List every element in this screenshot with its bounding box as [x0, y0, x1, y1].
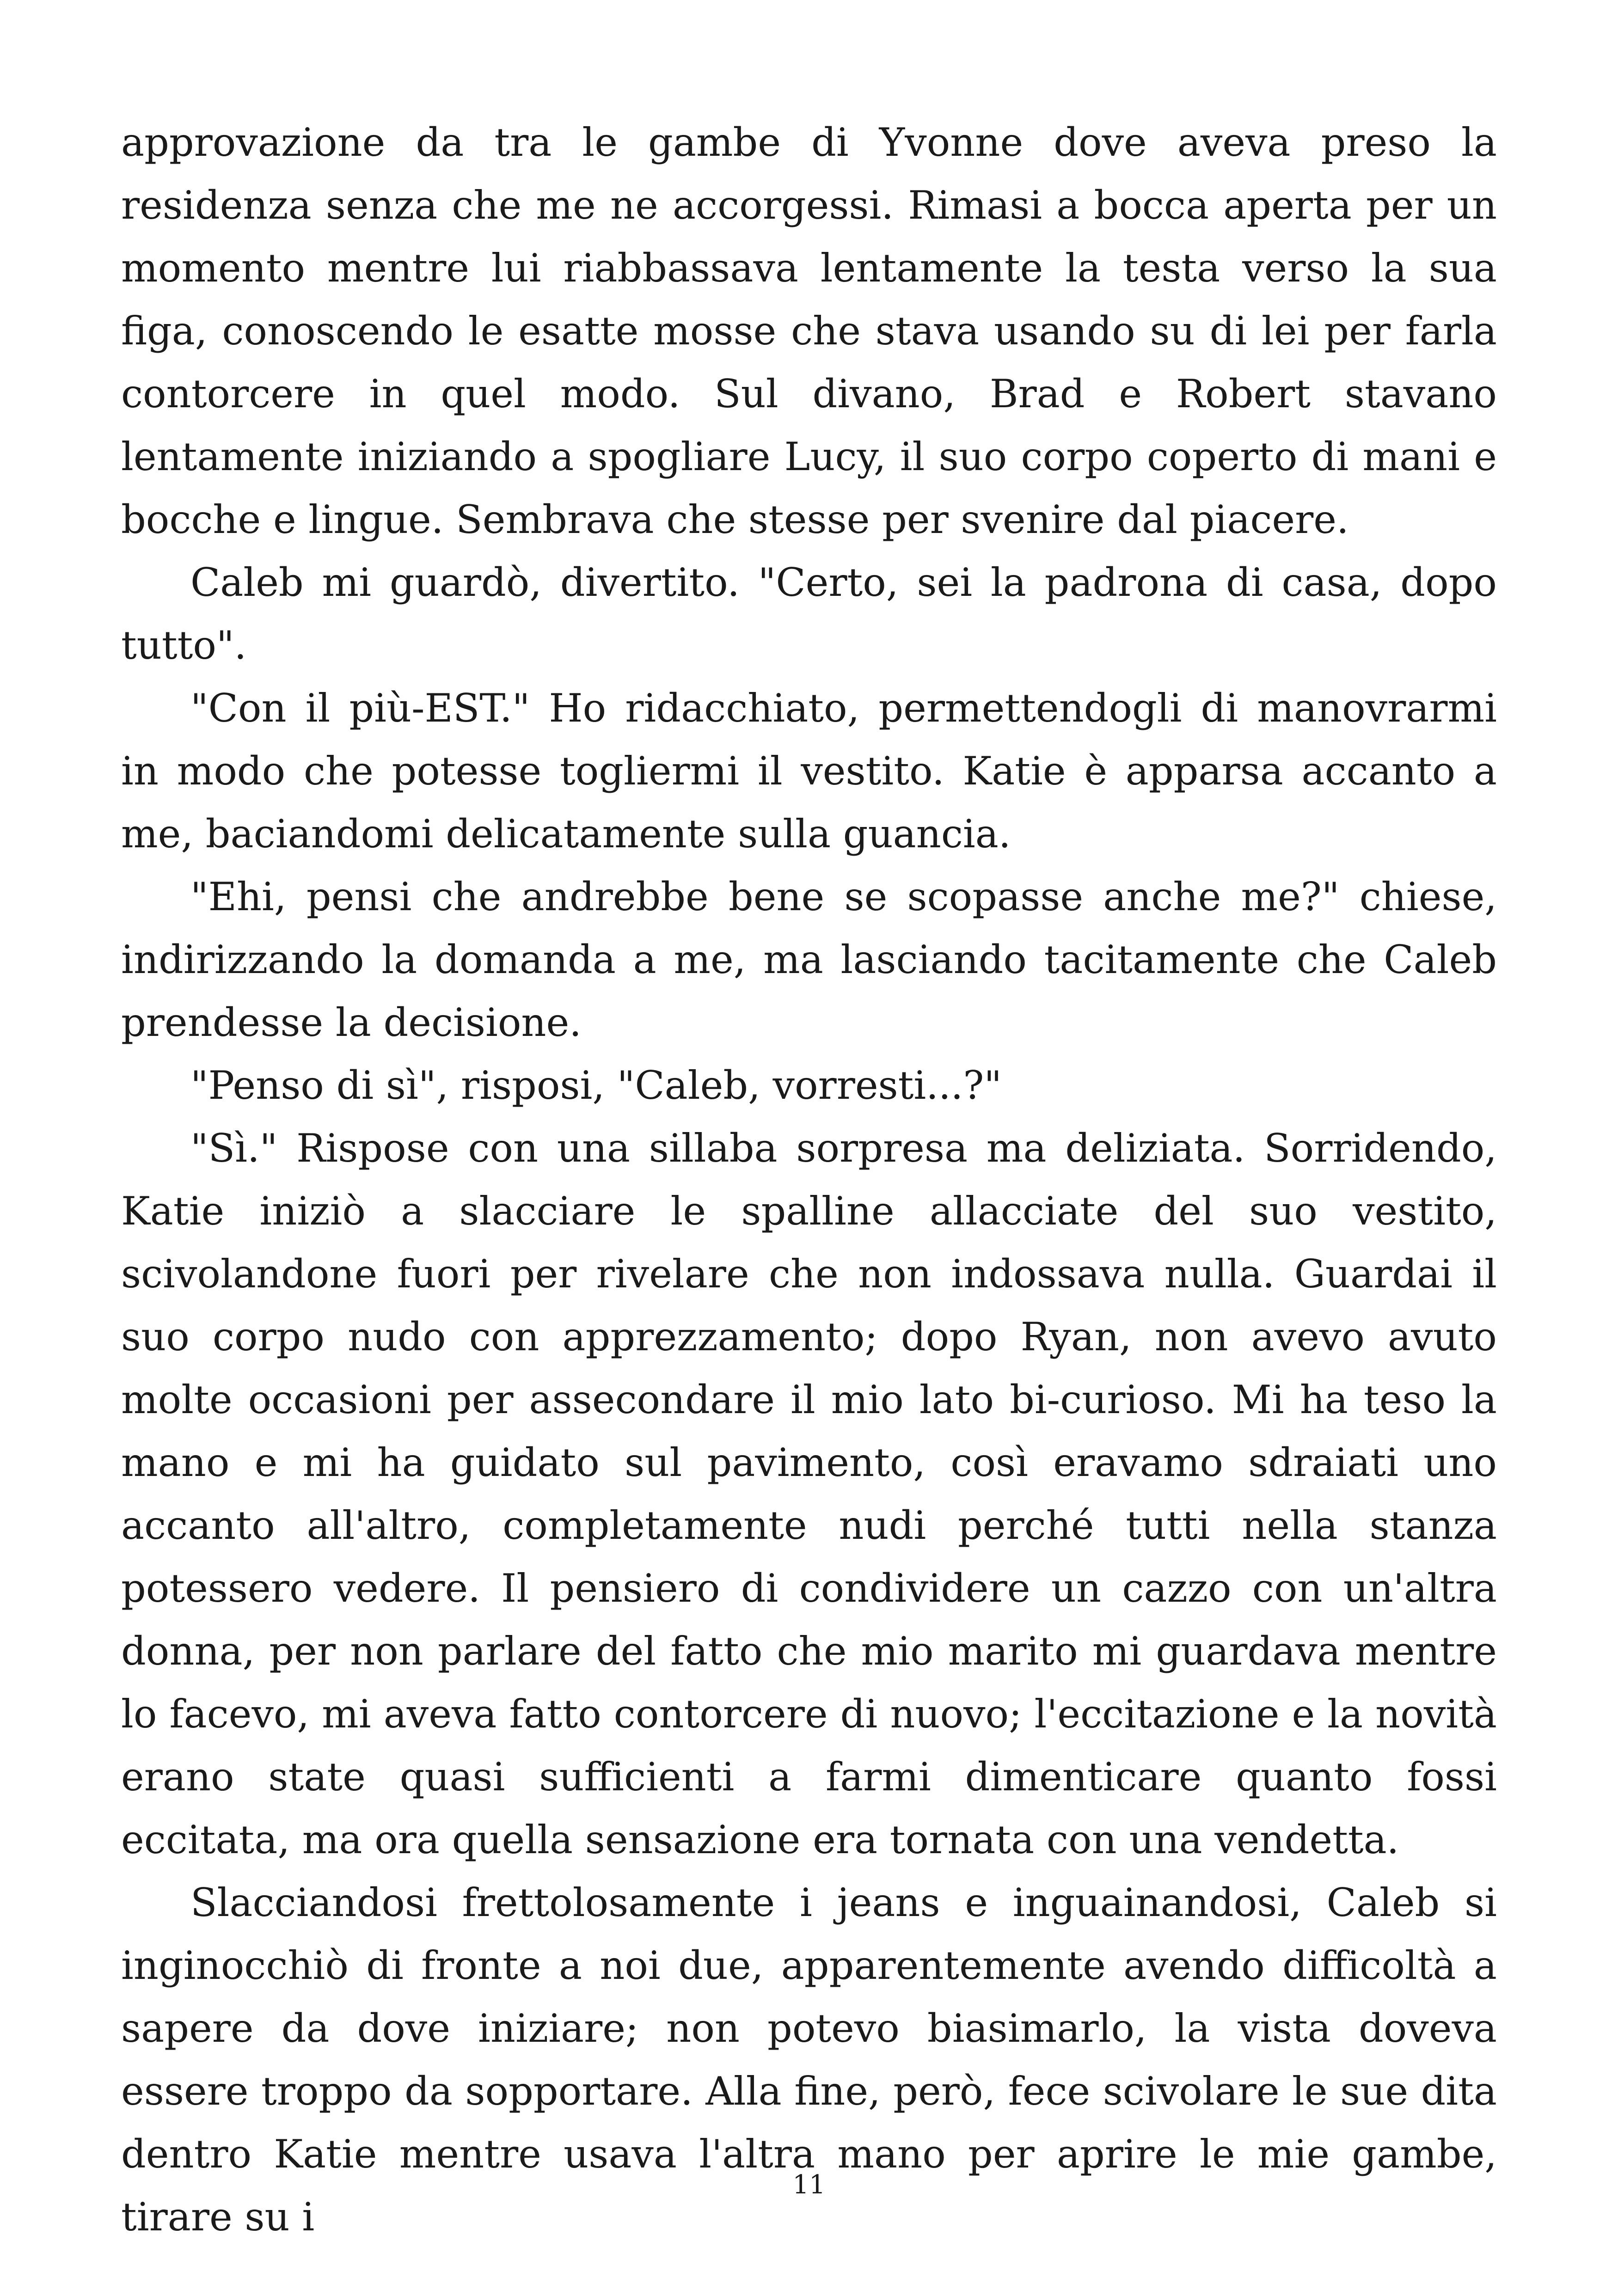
paragraph-7: Slacciandosi frettolosamente i jeans e inguainandosi, Caleb si inginocchiò di fronte a noi due, apparentemente avendo difficoltà a sapere da dove iniziare; non potevo biasimarlo, la vista doveva essere troppo da sopportare. Alla fine, però, fece scivolare le sue dita dentro Katie mentre usava l'altra mano per aprire le mie gambe, tirare su i	[121, 1880, 1497, 2240]
paragraph-3: "Con il più-EST." Ho ridacchiato, permettendogli di manovrarmi in modo che potesse togliermi il vestito. Katie è apparsa accanto a me, baciandomi delicatamente sulla guancia.	[121, 686, 1497, 857]
body-text	[121, 111, 1497, 2248]
paragraph-2: Caleb mi guardò, divertito. "Certo, sei la padrona di casa, dopo tutto".	[121, 560, 1497, 668]
paragraph-1: approvazione da tra le gambe di Yvonne dove aveva preso la residenza senza che me ne accorgessi. Rimasi a bocca aperta per un momento mentre lui riabbassava lentamente la testa verso la sua figa, conoscendo le esatte mosse che stava usando su di lei per farla contorcere in quel modo. Sul divano, Brad e Robert stavano lentamente iniziando a spogliare Lucy, il suo corpo coperto di mani e bocche e lingue. Sembrava che stesse per svenire dal piacere.	[121, 120, 1497, 542]
paragraph-5: "Penso di sì", risposi, "Caleb, vorresti...?"	[190, 1063, 1002, 1108]
page-number: 11	[792, 2170, 826, 2200]
paragraph-6: "Sì." Rispose con una sillaba sorpresa ma deliziata. Sorridendo, Katie iniziò a slacciare le spalline allacciate del suo vestito, scivolandone fuori per rivelare che non indossava nulla. Guardai il suo corpo nudo con apprezzamento; dopo Ryan, non avevo avuto molte occasioni per assecondare il mio lato bi-curioso. Mi ha teso la mano e mi ha guidato sul pavimento, così eravamo sdraiati uno accanto all'altro, completamente nudi perché tutti nella stanza potessero vedere. Il pensiero di condividere un cazzo con un'altra donna, per non parlare del fatto che mio marito mi guardava mentre lo facevo, mi aveva fatto contorcere di nuovo; l'eccitazione e la novità erano state quasi sufficienti a farmi dimenticare quanto fossi eccitata, ma ora quella sensazione era tornata con una vendetta.	[121, 1126, 1497, 1862]
paragraph-4: "Ehi, pensi che andrebbe bene se scopasse anche me?" chiese, indirizzando la domanda a me, ma lasciando tacitamente che Caleb prendesse la decisione.	[121, 874, 1497, 1045]
